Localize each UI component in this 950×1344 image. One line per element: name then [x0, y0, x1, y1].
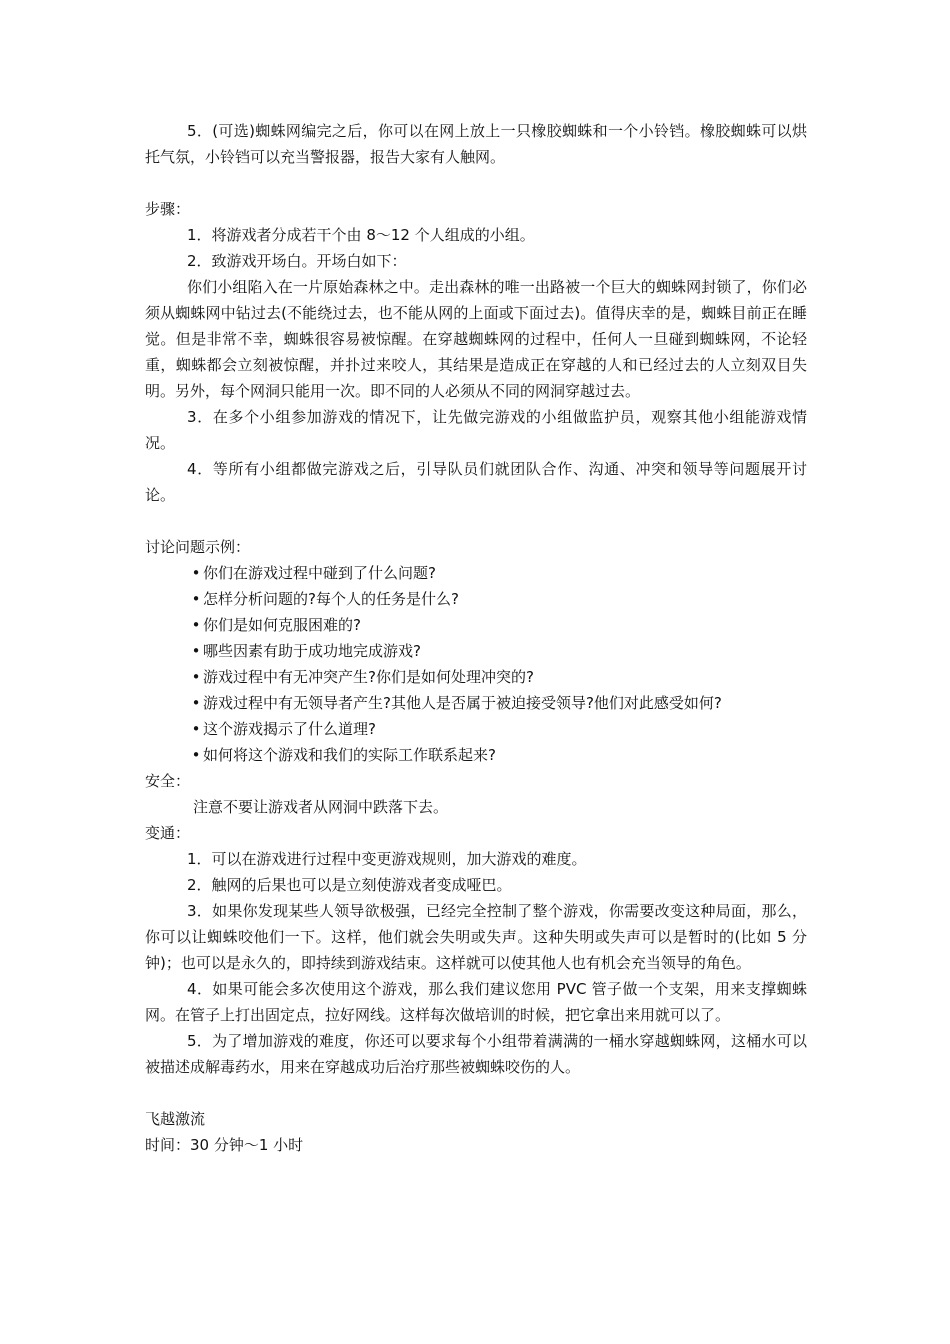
- document-body: [145, 118, 807, 1158]
- bullet-icon: •: [191, 720, 201, 738]
- intro-item-5: 5．(可选)蜘蛛网编完之后，你可以在网上放上一只橡胶蜘蛛和一个小铃铛。橡胶蜘蛛可以烘托气氛，小铃铛可以充当警报器，报告大家有人触网。: [145, 122, 807, 166]
- discussion-question: • 如何将这个游戏和我们的实际工作联系起来?: [145, 742, 807, 768]
- bullet-icon: •: [191, 694, 201, 712]
- bullet-icon: •: [191, 668, 201, 686]
- discussion-question: • 游戏过程中有无冲突产生?你们是如何处理冲突的?: [145, 664, 807, 690]
- step-item: 4．等所有小组都做完游戏之后，引导队员们就团队合作、沟通、冲突和领导等问题展开讨论。: [145, 460, 807, 504]
- discussion-question: • 你们在游戏过程中碰到了什么问题?: [145, 560, 807, 586]
- next-game-time: 时间：30 分钟～1 小时: [145, 1136, 304, 1154]
- discussion-heading: 讨论问题示例：: [145, 538, 251, 556]
- step-item: 3．在多个小组参加游戏的情况下，让先做完游戏的小组做监护员，观察其他小组能游戏情况。: [145, 408, 807, 452]
- variations-heading: 变通：: [145, 824, 191, 842]
- steps-heading: 步骤：: [145, 200, 191, 218]
- step-opening-speech: 你们小组陷入在一片原始森林之中。走出森林的唯一出路被一个巨大的蜘蛛网封锁了，你们必须从蜘蛛网中钻过去(不能绕过去，也不能从网的上面或下面过去)。值得庆幸的是，蜘蛛目前正在睡觉。但是非常不幸，蜘蛛很容易被惊醒。在穿越蜘蛛网的过程中，任何人一旦碰到蜘蛛网，不论轻重，蜘蛛都会立刻被惊醒，并扑过来咬人，其结果是造成正在穿越的人和已经过去的人立刻双目失明。另外，每个网洞只能用一次。即不同的人必须从不同的网洞穿越过去。: [145, 278, 807, 400]
- variation-item: 1．可以在游戏进行过程中变更游戏规则，加大游戏的难度。: [187, 850, 587, 868]
- bullet-icon: •: [191, 746, 201, 764]
- discussion-question: • 哪些因素有助于成功地完成游戏?: [145, 638, 807, 664]
- bullet-icon: •: [191, 616, 201, 634]
- variation-item: 5．为了增加游戏的难度，你还可以要求每个小组带着满满的一桶水穿越蜘蛛网，这桶水可以被描述成解毒药水，用来在穿越成功后治疗那些被蜘蛛咬伤的人。: [145, 1032, 807, 1076]
- bullet-icon: •: [191, 642, 201, 660]
- variation-item: 3．如果你发现某些人领导欲极强，已经完全控制了整个游戏，你需要改变这种局面，那么，你可以让蜘蛛咬他们一下。这样，他们就会失明或失声。这种失明或失声可以是暂时的(比如 5 分钟)；也可以是永久的，即持续到游戏结束。这样就可以使其他人也有机会充当领导的角色。: [145, 902, 807, 972]
- safety-text: 注意不要让游戏者从网洞中跌落下去。: [193, 798, 449, 816]
- next-game-title: 飞越激流: [145, 1110, 206, 1128]
- variation-item: 2．触网的后果也可以是立刻使游戏者变成哑巴。: [187, 876, 512, 894]
- discussion-question: • 你们是如何克服困难的?: [145, 612, 807, 638]
- variation-item: 4．如果可能会多次使用这个游戏，那么我们建议您用 PVC 管子做一个支架，用来支撑蜘蛛网。在管子上打出固定点，拉好网线。这样每次做培训的时候，把它拿出来用就可以了。: [145, 980, 807, 1024]
- bullet-icon: •: [191, 590, 201, 608]
- bullet-icon: •: [191, 564, 201, 582]
- safety-heading: 安全：: [145, 772, 191, 790]
- step-item: 1．将游戏者分成若干个由 8～12 个人组成的小组。: [187, 226, 535, 244]
- discussion-question: • 怎样分析问题的?每个人的任务是什么?: [145, 586, 807, 612]
- discussion-question: • 这个游戏揭示了什么道理?: [145, 716, 807, 742]
- discussion-question: • 游戏过程中有无领导者产生?其他人是否属于被迫接受领导?他们对此感受如何?: [145, 690, 807, 716]
- step-item: 2．致游戏开场白。开场白如下：: [187, 252, 407, 270]
